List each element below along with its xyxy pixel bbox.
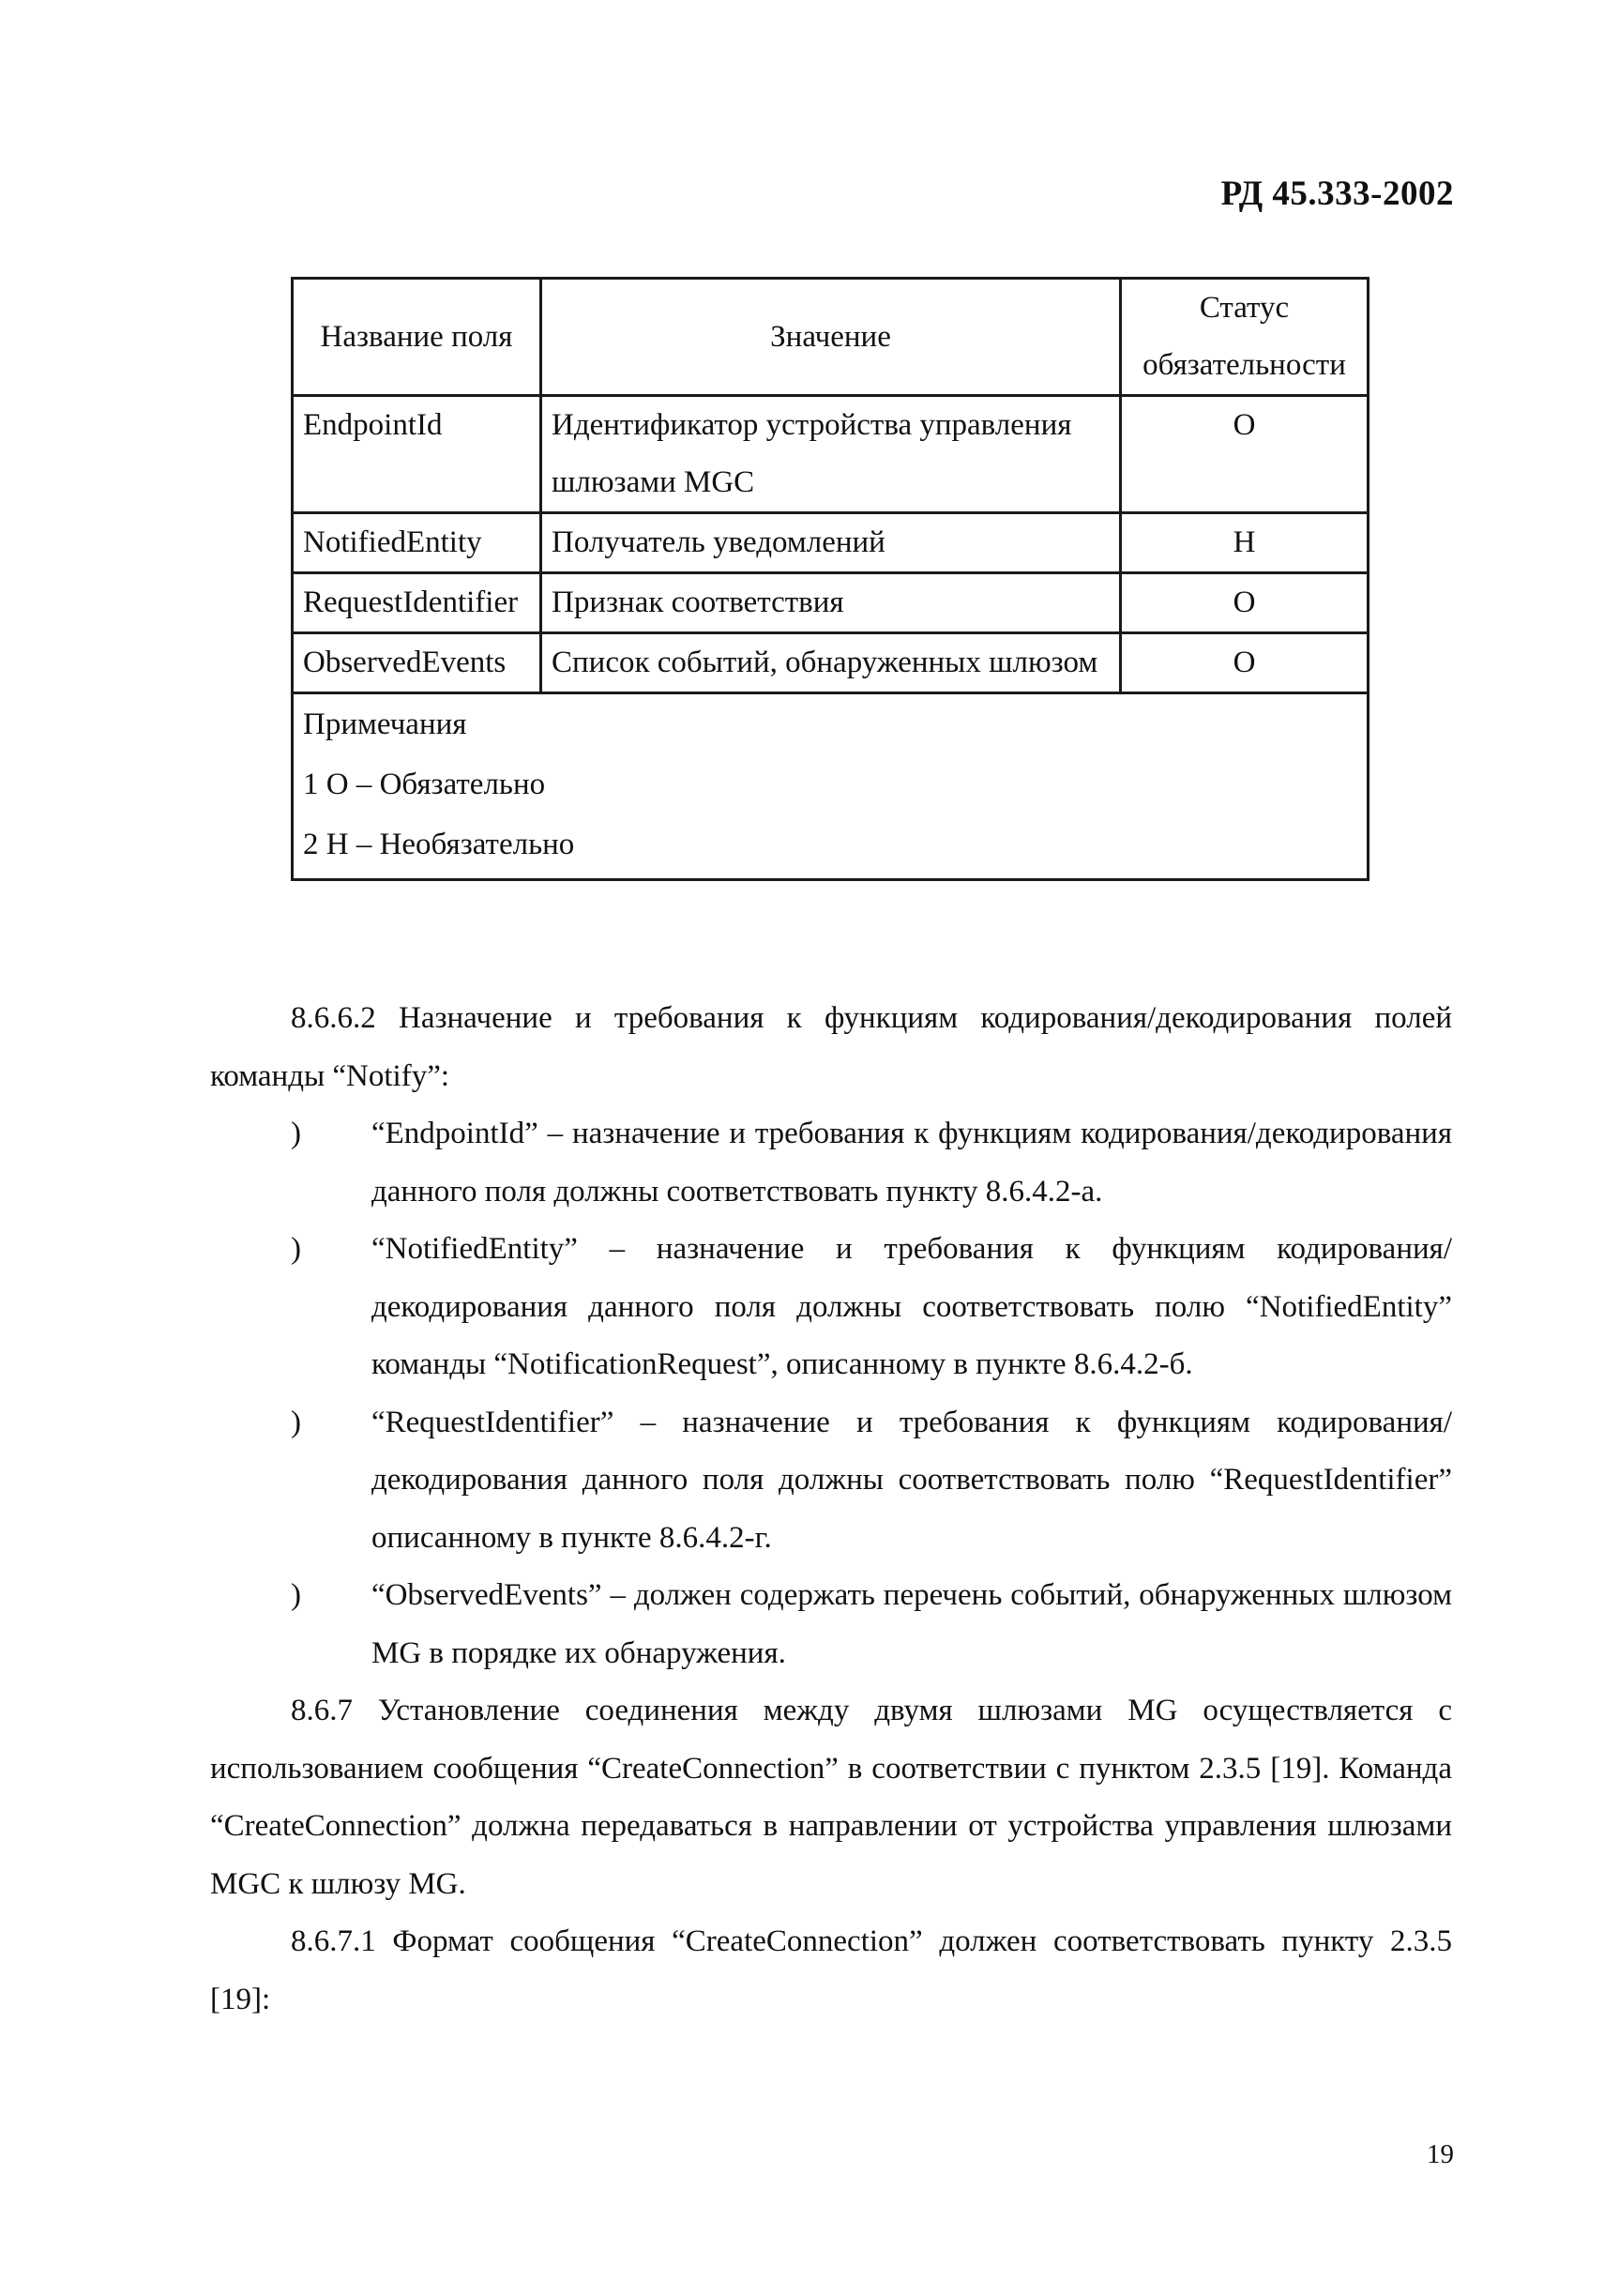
list-item bbox=[210, 1221, 1452, 1394]
list-marker: ) bbox=[291, 1578, 301, 1612]
table-row bbox=[293, 513, 1369, 573]
field-name-cell: EndpointId bbox=[293, 396, 541, 513]
list-item-text: “RequestIdentifier” – назначение и требования к функциям кодирования/декодирования данного поля должны соответствовать полю “RequestIdentifier” описанному в пункте 8.6.4.2-г. bbox=[371, 1405, 1452, 1555]
field-name-cell: NotifiedEntity bbox=[293, 513, 541, 573]
table-header-row bbox=[293, 279, 1369, 396]
list-item-text: “ObservedEvents” – должен содержать перечень событий, обнаруженных шлюзом MG в порядке их обнаружения. bbox=[371, 1578, 1452, 1670]
list-item bbox=[210, 1394, 1452, 1568]
paragraph-8-6-6-2: 8.6.6.2 Назначение и требования к функциям кодирования/декодирования полей команды “Notify”: bbox=[210, 1001, 1452, 1093]
field-value-cell: Список событий, обнаруженных шлюзом bbox=[541, 633, 1121, 693]
body-text bbox=[210, 990, 1452, 2029]
field-status-cell: О bbox=[1121, 573, 1369, 633]
list-item-text: “NotifiedEntity” – назначение и требования к функциям кодирования/декодирования данного поля должны соответствовать полю “NotifiedEntity” команды “NotificationRequest”, описанному в пункте 8.6.4.2-б. bbox=[371, 1232, 1452, 1381]
table-notes-cell bbox=[293, 693, 1369, 880]
note-item: 1 О – Обязательно bbox=[303, 768, 546, 801]
field-value-cell: Признак соответствия bbox=[541, 573, 1121, 633]
list-item bbox=[210, 1567, 1452, 1682]
list-item bbox=[210, 1105, 1452, 1221]
paragraph-8-6-7-1: 8.6.7.1 Формат сообщения “CreateConnection” должен соответствовать пункту 2.3.5 [19]: bbox=[210, 1924, 1452, 2016]
field-name-cell: RequestIdentifier bbox=[293, 573, 541, 633]
list-marker: ) bbox=[291, 1405, 301, 1439]
table-row bbox=[293, 633, 1369, 693]
field-status-cell: О bbox=[1121, 633, 1369, 693]
column-header-status: Статус обязательности bbox=[1121, 279, 1369, 396]
field-status-cell: Н bbox=[1121, 513, 1369, 573]
field-status-cell: О bbox=[1121, 396, 1369, 513]
column-header-value: Значение bbox=[541, 279, 1121, 396]
column-header-field-name: Название поля bbox=[293, 279, 541, 396]
table-notes-row bbox=[293, 693, 1369, 880]
document-code: РД 45.333-2002 bbox=[1220, 175, 1454, 213]
notes-title: Примечания bbox=[303, 707, 467, 741]
table-row bbox=[293, 396, 1369, 513]
field-name-cell: ObservedEvents bbox=[293, 633, 541, 693]
table-row bbox=[293, 573, 1369, 633]
paragraph-8-6-7: 8.6.7 Установление соединения между двумя шлюзами MG осуществляется с использованием сообщения “CreateConnection” в соответствии с пунктом 2.3.5 [19]. Команда “CreateConnection” должна передаваться в направлении от устройства управления шлюзами MGC к шлюзу MG. bbox=[210, 1694, 1452, 1901]
field-value-cell: Получатель уведомлений bbox=[541, 513, 1121, 573]
note-item: 2 Н – Необязательно bbox=[303, 828, 575, 861]
fields-table bbox=[291, 277, 1369, 881]
list-marker: ) bbox=[291, 1117, 301, 1150]
page-number: 19 bbox=[1427, 2139, 1454, 2169]
list-item-text: “EndpointId” – назначение и требования к функциям кодирования/декодирования данного поля должны соответствовать пункту 8.6.4.2-а. bbox=[371, 1117, 1452, 1209]
list-marker: ) bbox=[291, 1232, 301, 1266]
field-value-cell: Идентификатор устройства управления шлюзами MGC bbox=[541, 396, 1121, 513]
